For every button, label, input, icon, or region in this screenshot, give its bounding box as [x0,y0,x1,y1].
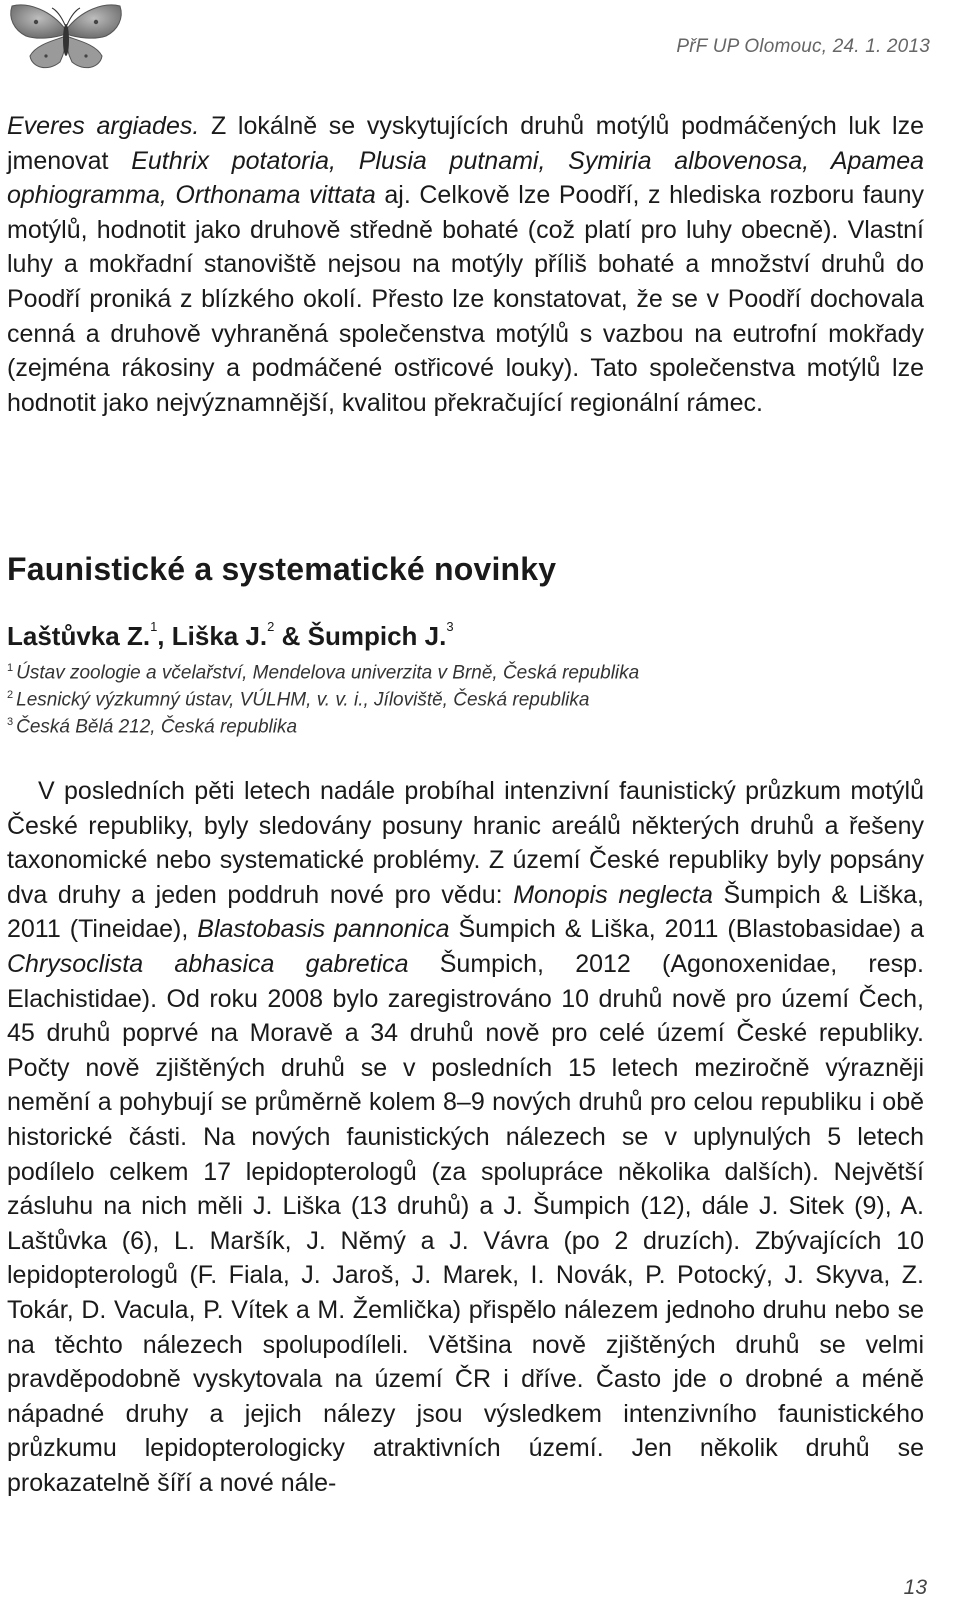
author-affiliation-mark: 3 [446,619,454,635]
authors-line [7,621,454,652]
italic-text-run: Chrysoclista abhasica gabretica [7,949,409,978]
affiliation-number: 3 [7,716,14,728]
text-run: Šumpich, 2012 (Agonoxenidae, resp. Elachistidae). Od roku 2008 bylo zaregistrováno 10 druhů nově pro území Čech, 45 druhů poprvé na Moravě a 34 druhů nově pro celé území České republiky. Počty nově zjištěných druhů se v posledních 15 letech meziročně výrazněji nemění a pohybují se průměrně kolem 8–9 nových druhů pro celou republiku i obě historické části. Na nových faunistických nálezech se v uplynulých 5 letech podílelo celkem 17 lepidopterologů (za spolupráce několika dalších). Největší zásluhu na nich měli J. Liška (13 druhů) a J. Šumpich (12), dále J. Sitek (9), A. Laštůvka (6), L. Maršík, J. Němý a J. Vávra (po 2 druzích). Zbývajících 10 lepidopterologů (F. Fiala, J. Jaroš, J. Marek, I. Novák, P. Potocký, J. Skyva, Z. Tokár, D. Vacula, P. Vítek a M. Žemlička) přispělo nálezem jednoho druhu nebo se na těchto nálezech spolupodíleli. Většina nově zjištěných druhů se velmi pravděpodobně vyskytovala na území ČR i dříve. Často jde o drobné a méně nápadné druhy a jejich nálezy jsou výsledkem intenzivního faunistického průzkumu lepidopterologicky atraktivních území. Jen několik druhů se prokazatelně šíří a nové nále- [7,949,924,1497]
author-name: Liška J. [171,621,268,651]
author-name: Šumpich J. [307,621,447,651]
affiliation [7,716,297,738]
affiliation-number: 2 [7,689,14,701]
text-run: V posledních pěti letech nadále probíhal intenzivní faunistický průzkum motýlů České republiky, byly sledovány posuny hranic areálů některých druhů a řešeny taxonomické nebo systematické problémy. Z území České republiky byly popsány dva druhy a jeden poddruh nové pro vědu: [7,777,924,909]
page-number: 13 [903,1576,927,1599]
text-run: Z lokálně se vyskytujících druhů motýlů podmáčených luk lze jmenovat [7,112,924,175]
section-heading: Faunistické a systematické novinky [7,551,557,587]
affiliation [7,689,589,711]
affiliation-text: Ústav zoologie a včelařství, Mendelova univerzita v Brně, Česká republika [16,662,640,684]
italic-text-run: Euthrix potatoria, Plusia putnami, Symiria albovenosa, Apamea ophiogramma, Orthonama vittata [7,146,925,210]
author-affiliation-mark: 2 [267,619,275,635]
text-run: Šumpich & Liška, 2011 (Tineidae), [7,880,924,944]
affiliation [7,662,639,684]
text-run: aj. Celkově lze Poodří, z hlediska rozboru fauny motýlů, hodnotit jako druhově středně bohaté (což platí pro luhy obecně). Vlastní luhy a mokřadní stanoviště nejsou na motýly příliš bohaté a množství druhů do Poodří proniká z blízkého okolí. Přesto lze konstatovat, že se v Poodří dochovala cenná a druhově vyhraněná společenstva motýlů s vazbou na eutrofní mokřady (zejména rákosiny a podmáčené ostřicové louky). Tato společenstva motýlů lze hodnotit jako nejvýznamnější, kvalitou překračující regionální rámec. [7,181,924,417]
author-affiliation-mark: 1 [150,619,158,635]
text-run: Šumpich & Liška, 2011 (Blastobasidae) a [449,915,925,944]
author-name: Laštůvka Z. [7,621,151,651]
author-separator: & [274,621,308,651]
italic-text-run: Everes argiades. [7,112,200,140]
italic-text-run: Monopis neglecta [513,880,713,909]
running-header: PřF UP Olomouc, 24. 1. 2013 [676,36,930,57]
section-body-paragraph [7,774,924,1500]
affiliation-text: Česká Bělá 212, Česká republika [16,716,298,738]
moth-logo-icon [6,0,126,78]
intro-paragraph [7,109,924,420]
affiliation-number: 1 [7,662,14,674]
italic-text-run: Blastobasis pannonica [197,915,450,944]
affiliation-text: Lesnický výzkumný ústav, VÚLHM, v. v. i., Jíloviště, Česká republika [16,689,590,711]
author-separator: , [157,621,172,651]
